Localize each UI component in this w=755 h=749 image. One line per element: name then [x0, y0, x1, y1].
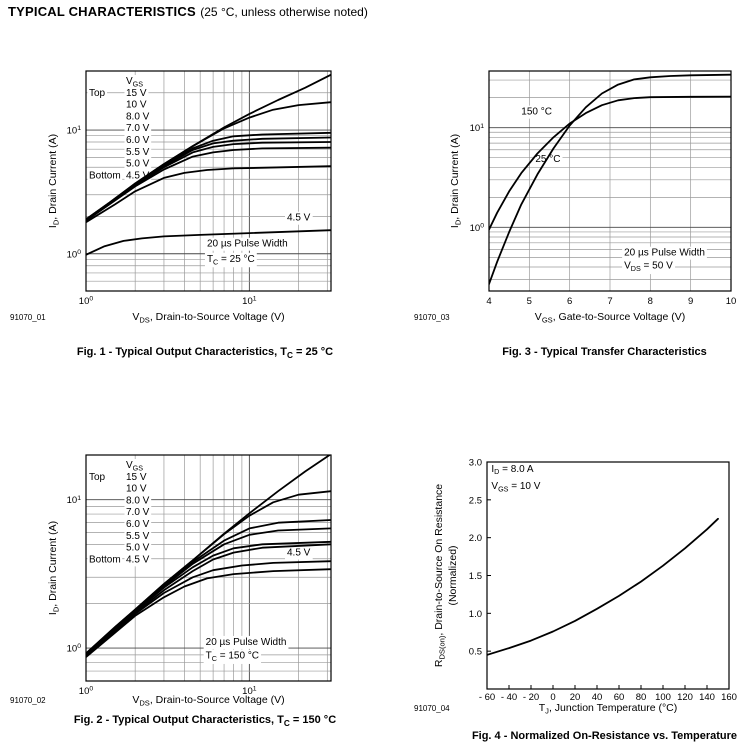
x-tick-label: 60	[613, 692, 625, 703]
y-axis-label: $R_{DS(on)}$, Drain-to-Source On Resistance	[433, 483, 447, 668]
annotation: 4.5 V	[287, 547, 311, 559]
y-tick-label: 3.0	[468, 457, 482, 469]
section-title-text: TYPICAL CHARACTERISTICS	[8, 4, 196, 19]
x-tick-label: 4	[486, 296, 492, 307]
y-tick-label: 0.5	[468, 646, 482, 658]
x-tick-label: 5	[526, 296, 532, 307]
figure-1-caption: Fig. 1 - Typical Output Characteristics, $T_C = 25$ °C	[76, 346, 334, 361]
section-title-note: (25 °C, unless otherwise noted)	[200, 5, 368, 19]
annotation: 150 °C	[521, 106, 552, 118]
x-tick-label: 100	[655, 692, 671, 703]
x-tick-label: 10	[725, 296, 737, 307]
legend-tag: Top	[89, 471, 106, 483]
x-tick-label: 160	[721, 692, 737, 703]
plot-border	[487, 462, 729, 689]
legend-title: $V_{GS}$	[126, 460, 144, 473]
y-tick-label: 2.0	[468, 533, 482, 545]
x-axis-label: $V_{DS}$, Drain-to-Source Voltage (V)	[132, 311, 285, 325]
y-tick-label: $10^0$	[469, 222, 484, 234]
curve-5.5 V	[86, 148, 331, 221]
y-tick-label: 1.5	[468, 571, 482, 582]
figure-4-caption: Fig. 4 - Normalized On-Resistance vs. Temperature	[471, 730, 738, 742]
section-title	[8, 3, 368, 21]
annotation: 20 µs Pulse Width	[206, 238, 288, 250]
figure-code: 91070_02	[10, 696, 46, 705]
y-tick-label: $10^0$	[66, 248, 81, 261]
legend-tag: Bottom	[89, 170, 121, 182]
legend-label: 5.0 V	[126, 542, 150, 554]
figure-1	[8, 56, 360, 360]
x-tick-label: 9	[688, 296, 694, 307]
x-tick-label: $10^0$	[78, 685, 94, 697]
figure-2-caption: Fig. 2 - Typical Output Characteristics, $T_C = 150$ °C	[73, 714, 337, 729]
legend-label: 6.0 V	[126, 519, 150, 530]
legend-label: 5.0 V	[126, 158, 150, 170]
x-tick-label: 140	[699, 692, 715, 703]
curve-7.0 V	[86, 138, 331, 221]
figure-3-chart	[412, 56, 755, 324]
x-tick-label: 40	[591, 692, 603, 703]
curve-15 V	[86, 75, 331, 220]
figure-3-caption: Fig. 3 - Typical Transfer Characteristics	[502, 346, 707, 358]
legend-tag: Top	[89, 87, 106, 99]
x-tick-label: - 60	[478, 692, 496, 703]
x-tick-label: 6	[567, 296, 573, 307]
y-axis-label: $I_D$, Drain Current (A)	[47, 133, 61, 229]
figure-2	[8, 442, 360, 728]
data-curves	[487, 519, 718, 655]
y-tick-label: 1.0	[468, 608, 482, 620]
x-tick-label: $10^1$	[242, 295, 257, 307]
legend-title: $V_{GS}$	[126, 76, 144, 89]
x-tick-label: - 20	[522, 692, 540, 703]
figure-1-chart	[8, 56, 360, 324]
y-tick-label: $10^1$	[66, 494, 81, 507]
annotation: 4.5 V	[287, 212, 311, 224]
curve-8.0 V	[86, 133, 331, 220]
legend-label: 4.5 V	[126, 170, 150, 182]
annotation: $V_{DS} = 50$ V	[624, 260, 673, 274]
axis-and-labels	[10, 460, 311, 707]
figure-3	[412, 56, 755, 358]
annotation: $T_C = 150$ °C	[205, 650, 260, 663]
legend-label: 15 V	[126, 471, 147, 483]
axis-and-labels	[414, 107, 736, 325]
y-tick-label: 2.5	[468, 495, 482, 507]
x-axis-label: $V_{GS}$, Gate-to-Source Voltage (V)	[534, 311, 686, 325]
y-axis-label: $I_D$, Drain Current (A)	[449, 133, 463, 229]
annotation: $I_D = 8.0$ A	[491, 463, 534, 477]
x-axis-label: $T_J$, Junction Temperature (°C)	[538, 702, 678, 716]
legend-tag: Bottom	[89, 554, 121, 566]
x-tick-label: 8	[647, 296, 653, 307]
legend-label: 5.5 V	[126, 530, 150, 542]
annotation: 20 µs Pulse Width	[624, 247, 705, 259]
y-axis-label-2: (Normalized)	[447, 545, 459, 606]
y-tick-label: $10^1$	[66, 125, 81, 137]
figure-2-chart	[8, 442, 360, 708]
data-curves	[86, 75, 331, 255]
curve-RDS(on) normalized	[487, 519, 718, 655]
annotation: 20 µs Pulse Width	[205, 636, 287, 648]
legend-label: 8.0 V	[126, 495, 150, 507]
legend-label: 5.5 V	[126, 146, 150, 158]
curve-10 V	[86, 99, 331, 219]
legend-label: 10 V	[126, 99, 147, 111]
x-tick-label: 120	[677, 692, 693, 703]
y-tick-label: $10^1$	[469, 122, 484, 135]
legend-label: 15 V	[126, 87, 147, 99]
figure-4-chart	[412, 448, 755, 716]
figure-code: 91070_03	[414, 313, 450, 322]
legend-label: 4.5 V	[126, 554, 150, 566]
x-tick-label: $10^0$	[78, 295, 94, 307]
y-axis-label: $I_D$, Drain Current (A)	[47, 520, 61, 616]
x-tick-label: 80	[635, 692, 647, 703]
x-tick-label: 7	[607, 296, 613, 307]
y-tick-label: $10^0$	[66, 643, 81, 655]
x-tick-label: $10^1$	[242, 685, 257, 697]
x-tick-label: 20	[569, 692, 581, 703]
x-axis-label: $V_{DS}$, Drain-to-Source Voltage (V)	[132, 694, 285, 708]
legend-label: 7.0 V	[126, 507, 150, 519]
curve-8.0 V	[86, 520, 331, 654]
axis-and-labels	[10, 76, 311, 324]
figure-code: 91070_01	[10, 313, 46, 322]
annotation: 25 °C	[535, 154, 561, 166]
axis-and-labels	[414, 458, 737, 716]
figure-4	[412, 448, 755, 742]
figure-code: 91070_04	[414, 704, 450, 713]
legend-label: 8.0 V	[126, 111, 150, 123]
annotation: $V_{GS} = 10$ V	[491, 481, 541, 494]
x-tick-label: 0	[550, 692, 556, 703]
annotation: $T_C = 25$ °C	[206, 253, 255, 267]
legend-label: 7.0 V	[126, 123, 150, 135]
legend-label: 10 V	[126, 483, 147, 495]
x-tick-label: - 40	[500, 692, 518, 703]
legend-label: 6.0 V	[126, 135, 150, 146]
